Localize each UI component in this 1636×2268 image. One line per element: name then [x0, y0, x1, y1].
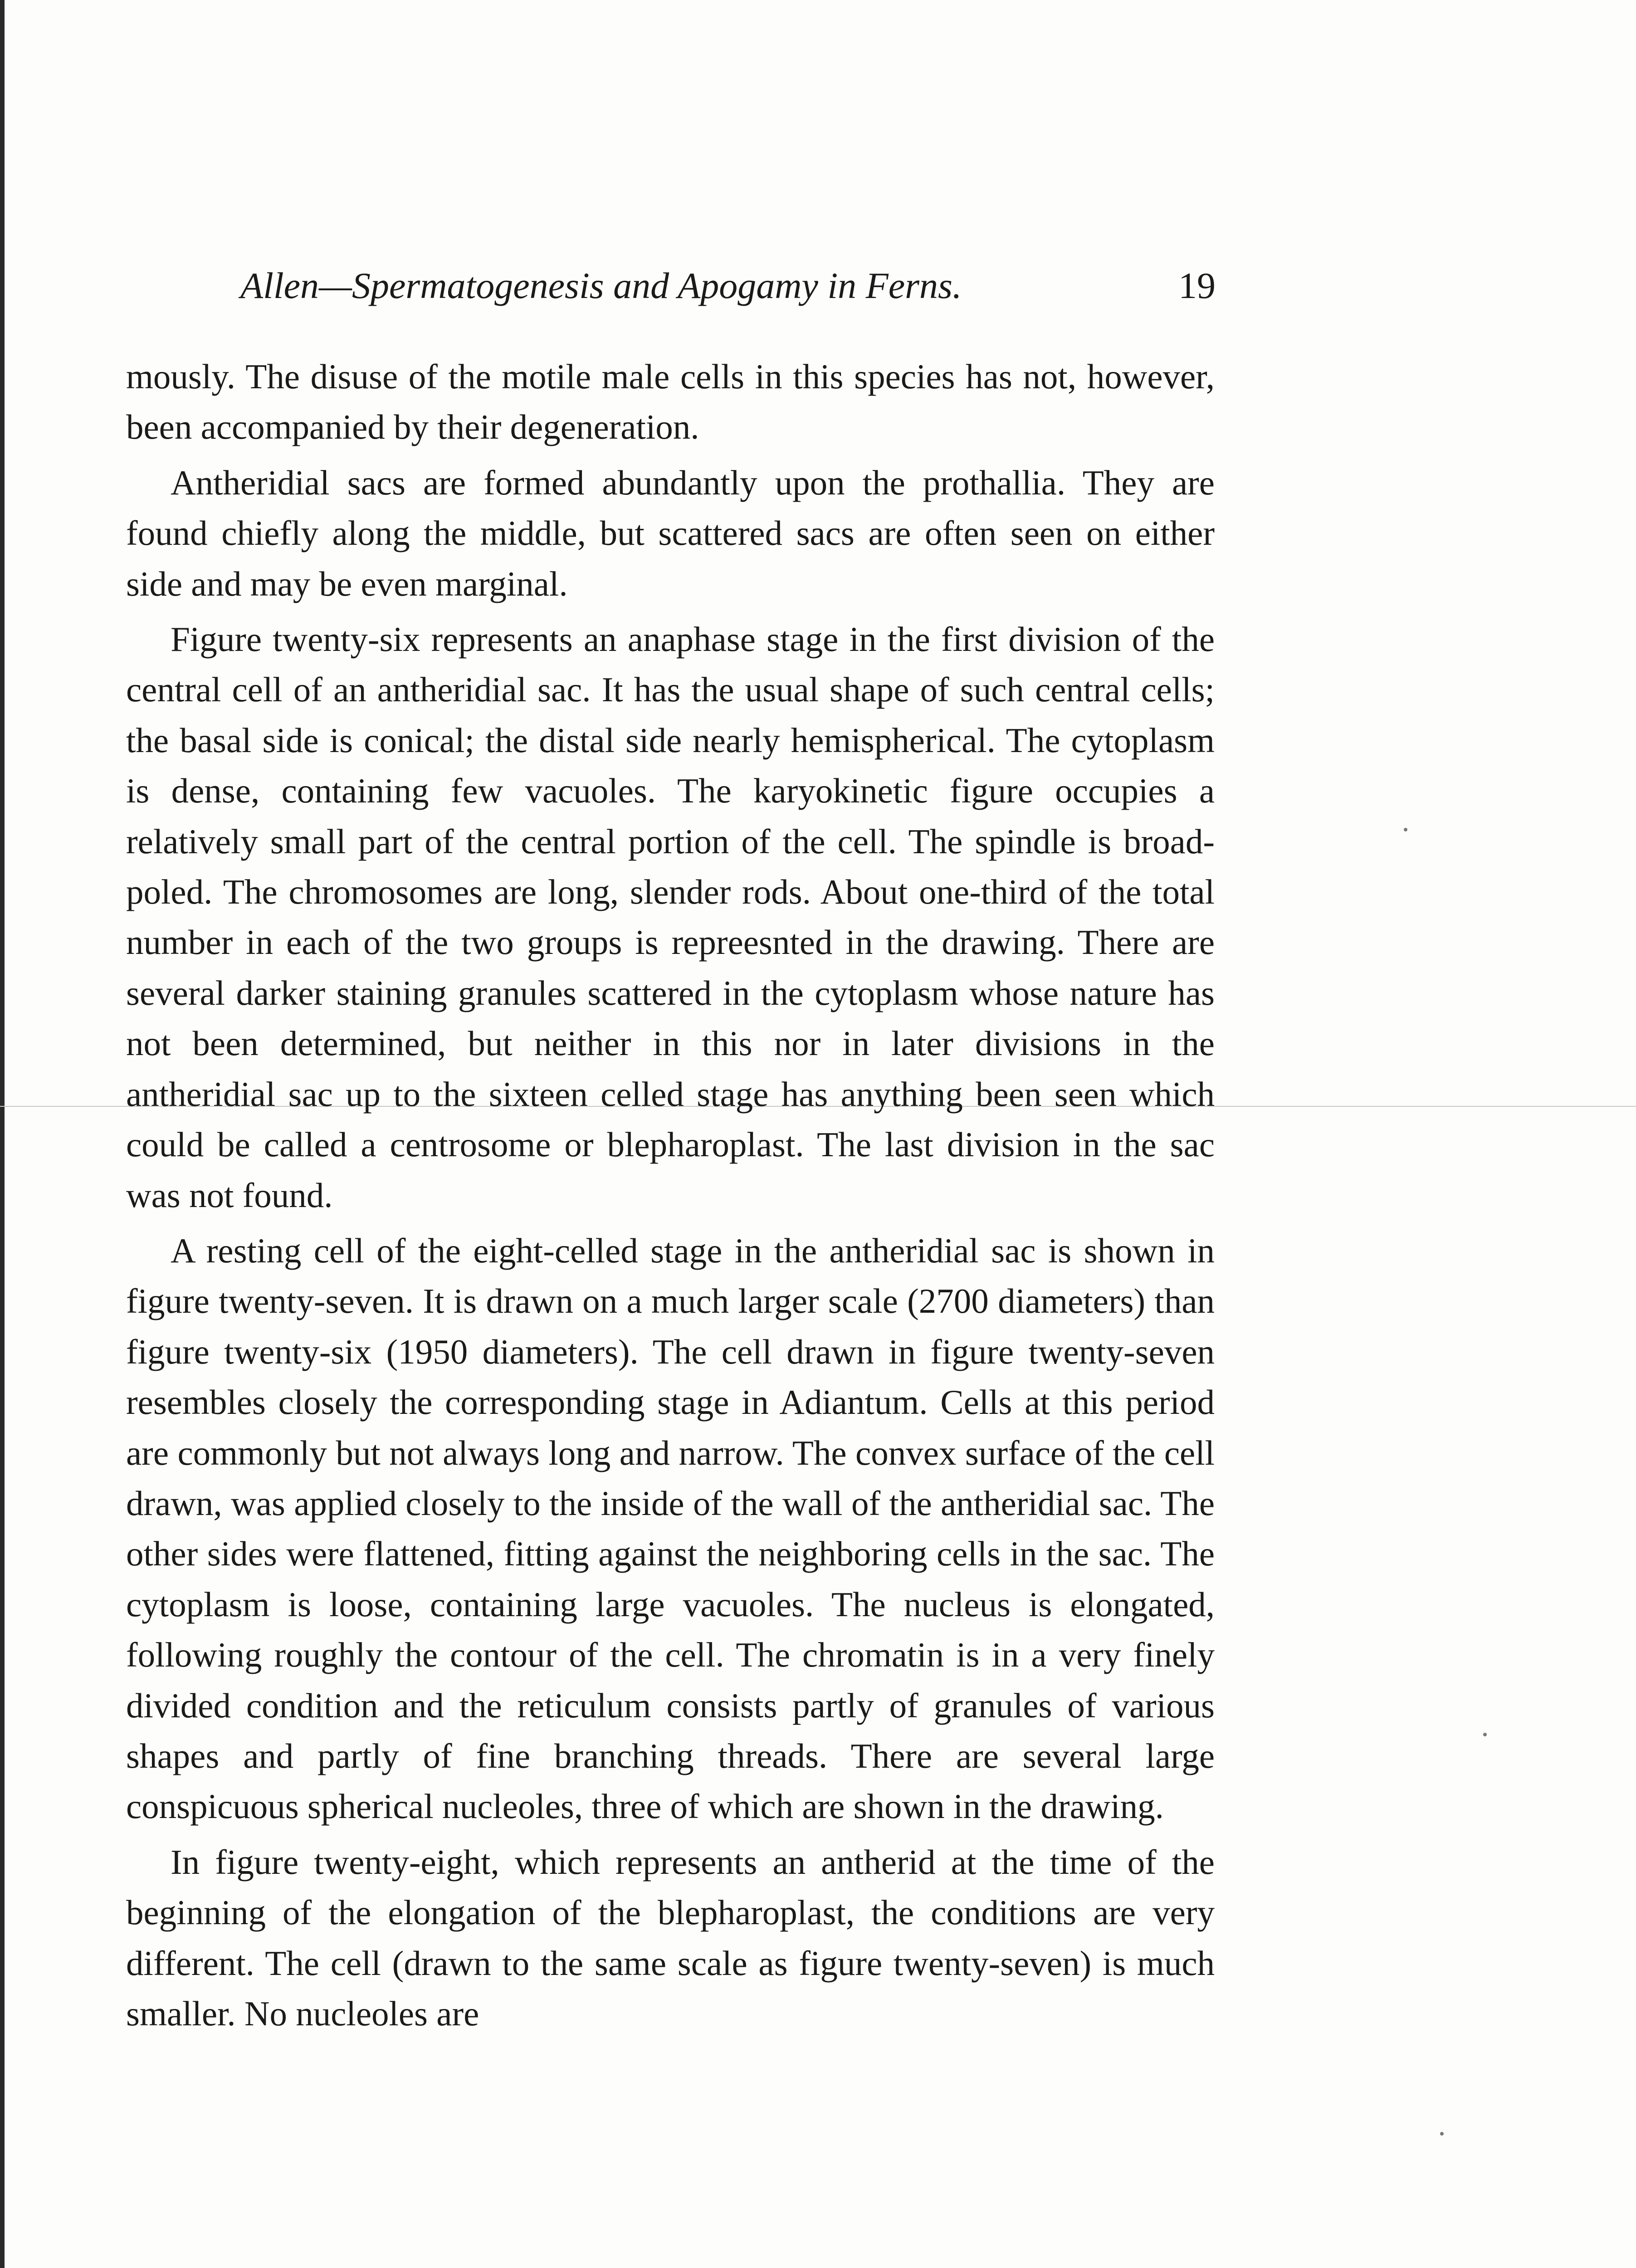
- paragraph-antheridial-sacs: Antheridial sacs are formed abundantly upon the prothallia. They are found chiefly along the middle, but scattered sacs are often seen on either side and may be even marginal.: [126, 463, 1215, 603]
- paragraph-continuation: mously. The disuse of the motile male cells in this species has not, however, been accompanied by their degeneration.: [126, 357, 1215, 447]
- running-head: [240, 261, 1216, 311]
- body-text: [126, 352, 1215, 2044]
- paragraph-figure-twenty-seven: A resting cell of the eight-celled stage in the antheridial sac is shown in figure twenty-seven. It is drawn on a much larger scale (2700 diameters) than figure twenty-six (1950 diameters). The cell drawn in figure twenty-seven resembles closely the corresponding stage in Adiantum. Cells at this period are commonly but not always long and narrow. The convex surface of the cell drawn, was applied closely to the inside of the wall of the antheridial sac. The other sides were flattened, fitting against the neighboring cells in the sac. The cytoplasm is loose, containing large vacuoles. The nucleus is elongated, following roughly the contour of the cell. The chromatin is in a very finely divided condition and the reticulum consists partly of granules of various shapes and partly of fine branching threads. There are several large conspicuous spherical nucleoles, three of which are shown in the drawing.: [126, 1231, 1215, 1826]
- scan-speck: [1440, 2132, 1444, 2136]
- page-left-edge: [0, 0, 5, 2268]
- paragraph-figure-twenty-eight: In figure twenty-eight, which represents an antherid at the time of the beginning of the elongation of the blepharoplast, the conditions are very different. The cell (drawn to the same scale as figure twenty-seven) is much smaller. No nucleoles are: [126, 1842, 1215, 2033]
- scan-speck: [1404, 828, 1407, 831]
- running-head-title: Allen—Spermatogenesis and Apogamy in Ferns.: [240, 265, 962, 306]
- paragraph-figure-twenty-six: Figure twenty-six represents an anaphase stage in the first division of the central cell of an antheridial sac. It has the usual shape of such central cells; the basal side is conical; the distal side nearly hemispherical. The cytoplasm is dense, containing few vacuoles. The karyokinetic figure occupies a relatively small part of the central portion of the cell. The spindle is broad-poled. The chromosomes are long, slender rods. About one-third of the total number in each of the two groups is repreesnted in the drawing. There are several darker staining granules scattered in the cytoplasm whose nature has not been determined, but neither in this nor in later divisions in the antheridial sac up to the sixteen celled stage has anything been seen which could be called a centrosome or blepharoplast. The last division in the sac was not found.: [126, 620, 1215, 1215]
- scan-speck: [1483, 1733, 1487, 1736]
- page-number: 19: [1178, 265, 1216, 306]
